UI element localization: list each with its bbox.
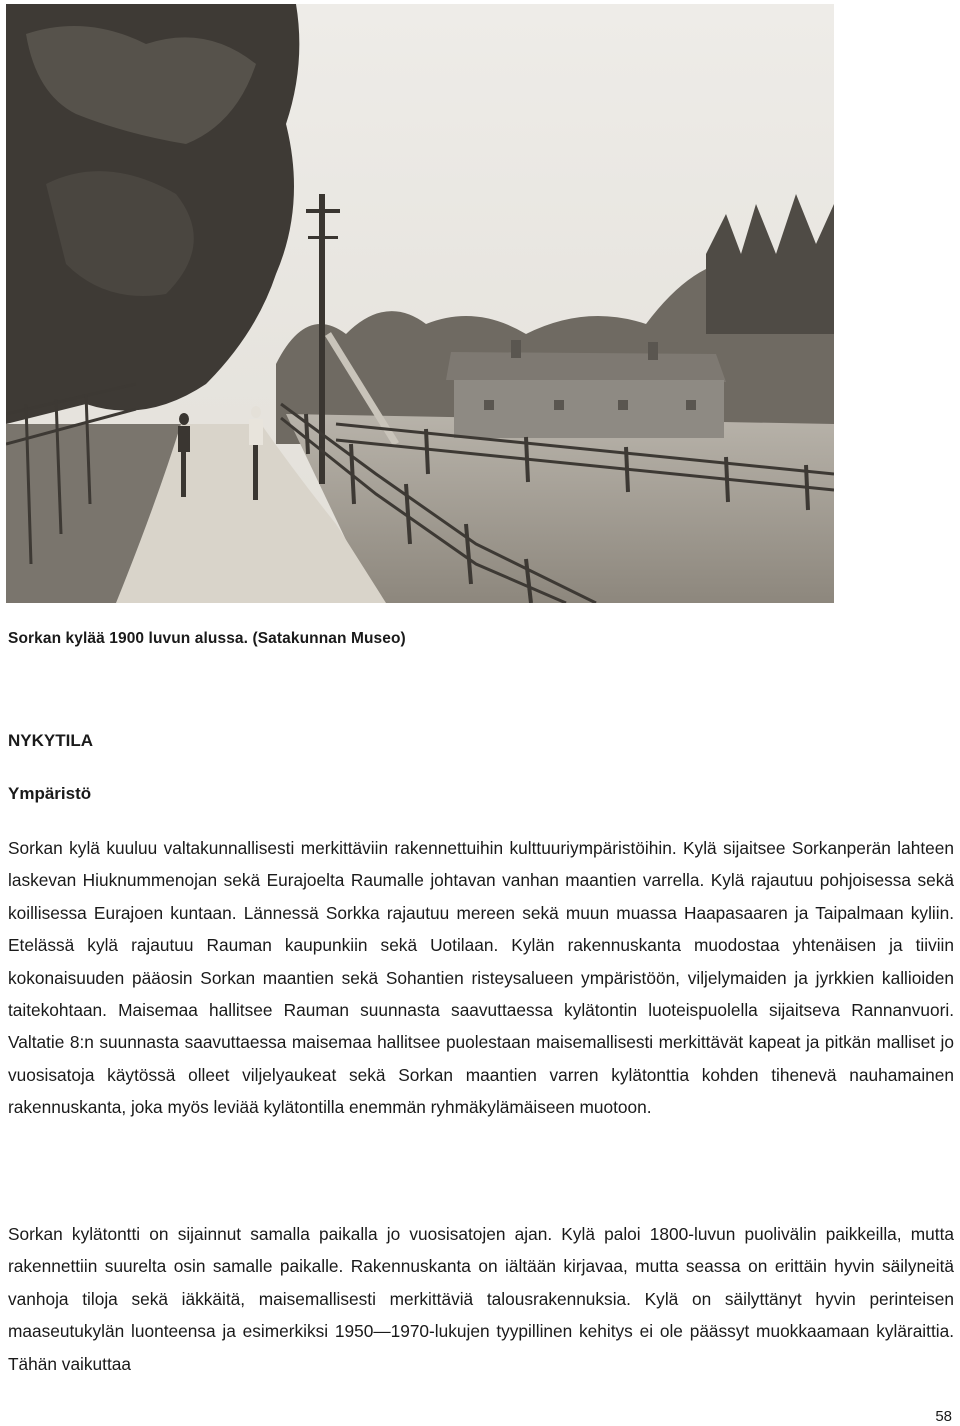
barn	[446, 340, 726, 438]
page-number: 58	[935, 1408, 952, 1425]
section-heading: NYKYTILA	[8, 731, 93, 750]
photo-caption: Sorkan kylää 1900 luvun alussa. (Satakunnan Museo)	[8, 630, 406, 647]
historical-photo	[6, 4, 834, 603]
body-paragraph-1: Sorkan kylä kuuluu valtakunnallisesti merkittäviin rakennettuihin kulttuuriympäristöihin. Kylä sijaitsee Sorkanperän lahteen laskevan Hiuknummenojan sekä Eurajoelta Raumalle johtavan vanhan maantien varrella. Kylä rajautuu pohjoisessa sekä koillisessa Eurajoen kuntaan. Lännessä Sorkka rajautuu mereen sekä muun muassa Haapasaaren ja Taipalmaan kyliin. Etelässä kylä rajautuu Rauman kaupunkiin sekä Uotilaan. Kylän rakennuskanta muodostaa yhtenäisen ja tiiviin kokonaisuuden pääosin Sorkan maantien sekä Sohantien risteysalueen ympäristöön, viljelymaiden ja jyrkkien kallioiden taitekohtaan. Maisemaa hallitsee Rauman suunnasta saavuttaessa kylätontin luoteispuolella sijaitseva Rannanvuori. Valtatie 8:n suunnasta saavuttaessa maisemaa hallitsee puolestaan maisemallisesti merkittävät kapeat ja pitkän malliset jo vuosisatoja käytössä olleet viljelyaukeat sekä Sorkan maantien varren kylätonttia kohden tihenevä nauhamainen rakennuskanta, joka myös leviää kylätontilla enemmän ryhmäkylämäiseen muotoon.	[8, 838, 954, 1118]
subsection-heading: Ympäristö	[8, 784, 92, 803]
body-paragraph-2: Sorkan kylätontti on sijainnut samalla paikalla jo vuosisatojen ajan. Kylä paloi 1800-luvun puolivälin paikkeilla, mutta rakennettiin suurelta osin samalle paikalle. Rakennuskanta on iältään kirjavaa, mutta seassa on erittäin hyvin säilyneitä vanhoja tiloja sekä iäkkäitä, maisemallisesti merkittäviä talousrakennuksia. Kylä on säilyttänyt hyvin perinteisen maaseutukylän luonteensa ja esimerkiksi 1950—1970-lukujen tyypillinen kehitys ei ole päässyt muokkaamaan kyläraittia. Tähän vaikuttaa	[8, 1224, 954, 1374]
